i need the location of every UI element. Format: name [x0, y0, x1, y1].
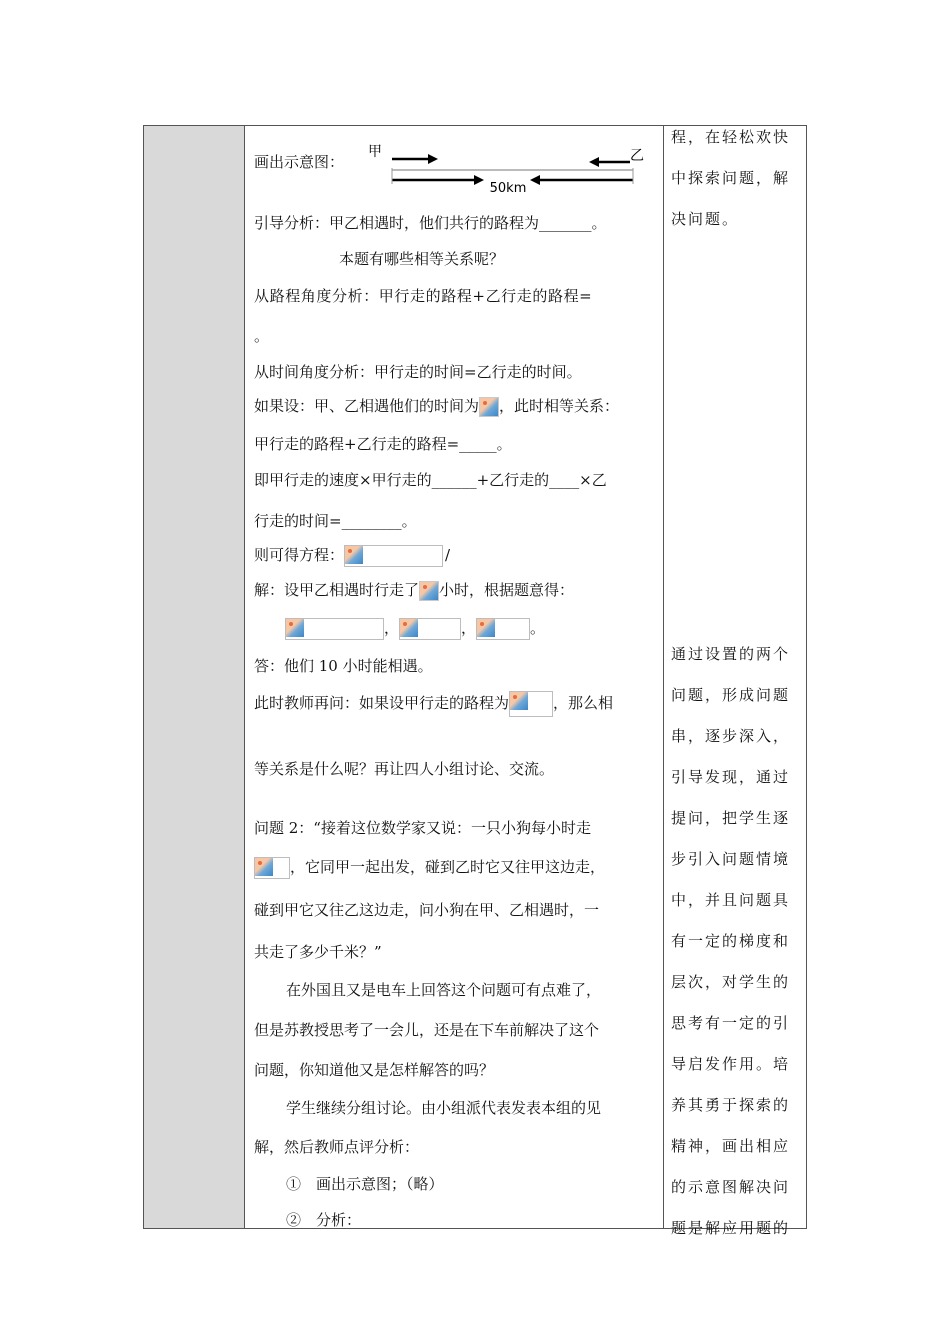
text-fragment: ，	[384, 619, 400, 637]
text-fragment: 此时教师再问：如果设甲行走的路程为	[254, 694, 510, 712]
text-fragment: ，那么相	[553, 694, 614, 712]
equation-image-box	[285, 618, 384, 640]
formula-image	[479, 397, 499, 417]
note-line: 导启发作用。培	[671, 1055, 791, 1073]
text-line	[254, 691, 613, 717]
text-line: 引导分析：甲乙相遇时，他们共行的路程为_______。	[254, 214, 607, 232]
note-line: 中探索问题，解	[671, 169, 791, 187]
note-line: 有一定的梯度和	[671, 932, 791, 950]
note-line: 决问题。	[671, 210, 740, 228]
note-line: 程，在轻松欢快	[671, 128, 791, 146]
left-shaded-column	[143, 125, 244, 1229]
text-fragment: ，	[461, 619, 477, 637]
text-line: ② 分析：	[286, 1211, 362, 1229]
text-line: 问题 2：“接着这位数学家又说：一只小狗每小时走	[254, 819, 591, 837]
note-line: 引导发现，通过	[671, 768, 791, 786]
text-fragment: /	[445, 546, 451, 564]
text-line: 画出示意图：	[254, 153, 345, 171]
right-notes-top	[671, 117, 803, 240]
text-fragment: ，它同甲一起出发，碰到乙时它又往甲这边走，	[290, 858, 606, 876]
text-line: 等关系是什么呢？再让四人小组讨论、交流。	[254, 760, 555, 778]
note-line: 通过设置的两个	[671, 645, 791, 663]
text-line	[254, 857, 605, 879]
text-fragment: 。	[530, 619, 546, 637]
note-line: 层次，对学生的	[671, 973, 791, 991]
column-divider-2	[663, 125, 664, 1229]
text-line: 本题有哪些相等关系呢？	[339, 250, 505, 268]
text-line	[254, 396, 619, 417]
note-line: 问题，形成问题	[671, 686, 791, 704]
note-line: 串，逐步深入，	[671, 727, 791, 745]
text-line: 碰到甲它又往乙这边走，问小狗在甲、乙相遇时，一	[254, 901, 600, 919]
equation-image-box	[254, 857, 290, 879]
formula-image	[255, 858, 273, 876]
text-line	[254, 545, 450, 567]
text-line: 问题，你知道他又是怎样解答的吗？	[254, 1061, 495, 1079]
formula-image	[419, 581, 439, 601]
label-yi: 乙	[630, 148, 644, 164]
distance-label: 50km	[489, 181, 527, 196]
text-line: 即甲行走的速度×甲行走的______+乙行走的____×乙	[254, 471, 607, 489]
distance-diagram	[360, 140, 645, 196]
formula-image	[345, 546, 363, 564]
text-line: 从路程角度分析：甲行走的路程+乙行走的路程=	[254, 287, 593, 305]
equation-image-box	[476, 618, 530, 640]
text-line: 答：他们 10 小时能相遇。	[254, 657, 433, 675]
text-line: 从时间角度分析：甲行走的时间=乙行走的时间。	[254, 363, 582, 381]
text-fragment: ，此时相等关系：	[499, 397, 620, 415]
note-line: 思考有一定的引	[671, 1014, 791, 1032]
equation-image-box	[399, 618, 461, 640]
note-line: 题是解应用题的	[671, 1219, 791, 1237]
text-line	[254, 580, 574, 601]
text-line: ① 画出示意图；（略）	[286, 1175, 444, 1193]
note-line: 养其勇于探索的	[671, 1096, 791, 1114]
table-left-border	[143, 125, 144, 1229]
text-fragment: 解：设甲乙相遇时行走了	[254, 581, 420, 599]
text-line: 行走的时间=________。	[254, 512, 417, 530]
text-line: 。	[254, 327, 270, 345]
formula-image	[510, 692, 528, 710]
right-notes-bottom	[671, 634, 803, 1249]
column-divider-1	[244, 125, 245, 1229]
formula-image	[477, 619, 495, 637]
text-line: 在外国且又是电车上回答这个问题可有点难了，	[286, 981, 602, 999]
text-line: 学生继续分组讨论。由小组派代表发表本组的见	[286, 1099, 602, 1117]
equation-image-box	[509, 691, 553, 717]
formula-image	[400, 619, 418, 637]
equation-image-box	[344, 545, 443, 567]
text-fragment: 则可得方程：	[254, 546, 345, 564]
text-line: 甲行走的路程+乙行走的路程=_____。	[254, 435, 512, 453]
note-line: 中，并且问题具	[671, 891, 791, 909]
note-line: 精神，画出相应	[671, 1137, 791, 1155]
label-jia: 甲	[368, 144, 382, 160]
note-line: 步引入问题情境	[671, 850, 791, 868]
formula-image	[286, 619, 304, 637]
text-line	[285, 618, 545, 640]
table-right-border	[806, 125, 807, 1229]
note-line: 提问，把学生逐	[671, 809, 791, 827]
text-fragment: 小时，根据题意得：	[439, 581, 575, 599]
text-fragment: 如果设：甲、乙相遇他们的时间为	[254, 397, 480, 415]
text-line: 共走了多少千米？”	[254, 943, 382, 961]
text-line: 解，然后教师点评分析：	[254, 1138, 420, 1156]
note-line: 的示意图解决问	[671, 1178, 791, 1196]
text-line: 但是苏教授思考了一会儿，还是在下车前解决了这个	[254, 1021, 600, 1039]
